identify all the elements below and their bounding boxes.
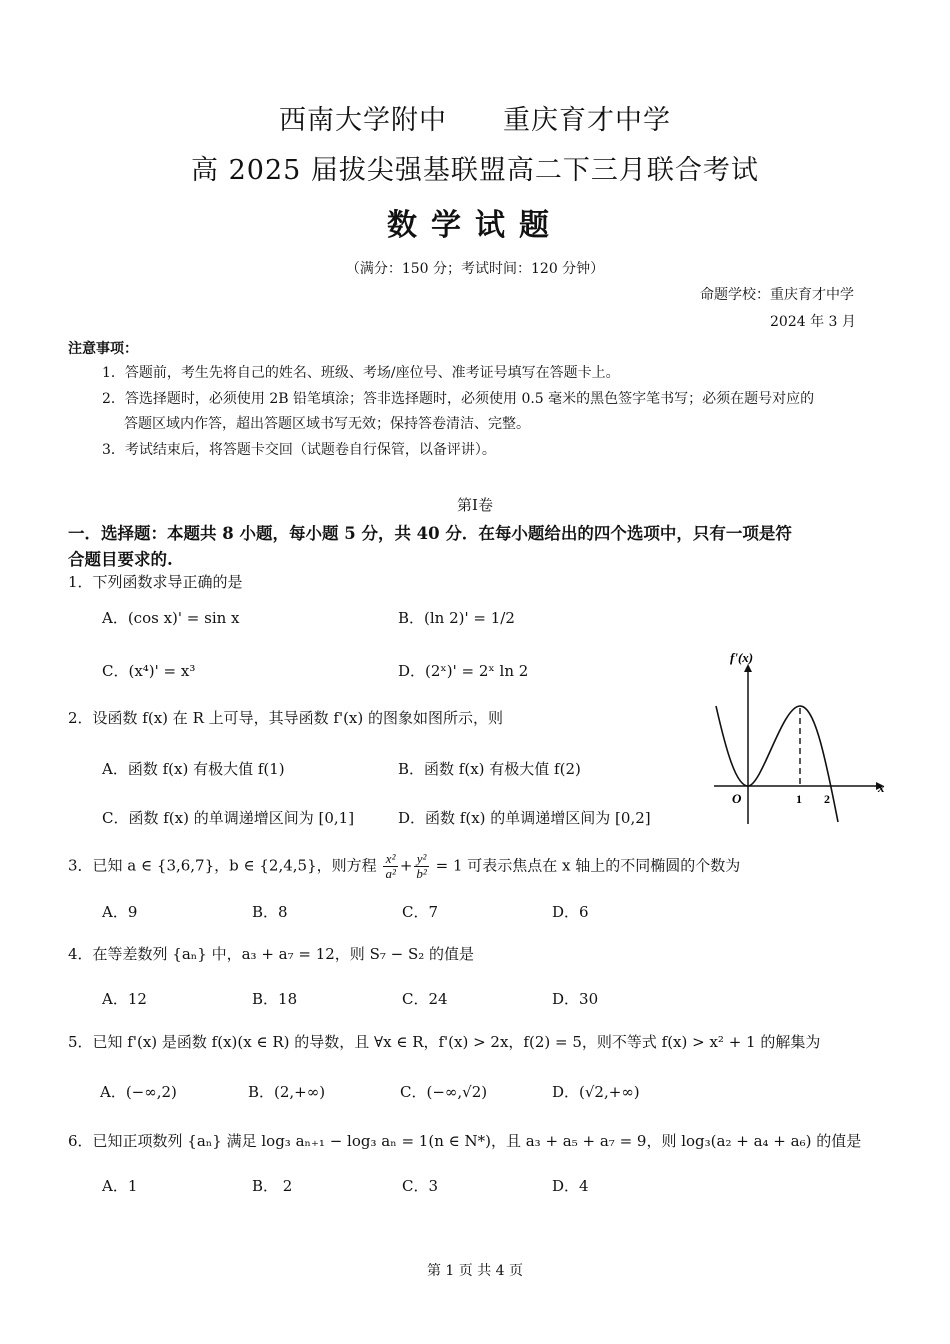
section-heading-cont: 合题目要求的.	[68, 550, 173, 569]
score-time: （满分：150 分；考试时间：120 分钟）	[345, 261, 605, 277]
q2-stem: 2．设函数 f(x) 在 R 上可导，其导函数 f'(x) 的图象如图所示，则	[68, 709, 504, 727]
q1-option-a: A．(cos x)' = sin x	[102, 609, 240, 627]
y-axis-label: f'(x)	[730, 650, 754, 665]
school-names: 西南大学附中 重庆育才中学	[279, 105, 671, 136]
q2-option-c: C．函数 f(x) 的单调递增区间为 [0,1]	[102, 809, 355, 827]
notice-title: 注意事项：	[68, 341, 138, 357]
q1-option-d: D．(2ˣ)' = 2ˣ ln 2	[398, 662, 529, 680]
derivative-graph	[700, 640, 900, 830]
q6-stem: 6．已知正项数列 {aₙ} 满足 log₃ aₙ₊₁ − log₃ aₙ = 1(n ∈ N*)，且 a₃ + a₅ + a₇ = 9，则 log₃(a₂ + a₄ + a₆) 的值是	[68, 1132, 862, 1150]
section-heading: 一．选择题：本题共 8 小题，每小题 5 分，共 40 分．在每小题给出的四个选项中，只有一项是符	[68, 524, 792, 543]
q6-option-b: B． 2	[252, 1177, 293, 1195]
q1-option-b: B．(ln 2)' = 1/2	[398, 609, 515, 627]
q4-stem: 4．在等差数列 {aₙ} 中，a₃ + a₇ = 12，则 S₇ − S₂ 的值是	[68, 945, 475, 963]
q5-option-d: D．(√2,+∞)	[552, 1083, 640, 1101]
origin-label: O	[732, 791, 742, 806]
q1-option-c: C．(x⁴)' = x³	[102, 662, 196, 680]
setter-school: 命题学校：重庆育才中学	[700, 287, 854, 303]
q6-option-d: D．4	[552, 1177, 589, 1195]
notice-item: 2．答选择题时，必须使用 2B 铅笔填涂；答非选择题时，必须使用 0.5 毫米的黑色签字笔书写；必须在题号对应的	[102, 391, 815, 407]
q3-stem-start: 3．已知 a ∈ {3,6,7}，b ∈ {2,4,5}，则方程	[68, 856, 377, 875]
notice-item: 3．考试结束后，将答题卡交回（试题卷自行保管，以备评讲）。	[102, 442, 496, 458]
q5-stem: 5．已知 f'(x) 是函数 f(x)(x ∈ R) 的导数，且 ∀x ∈ R，f'(x) > 2x，f(2) = 5，则不等式 f(x) > x² + 1 的解集为	[68, 1033, 821, 1051]
exam-date: 2024 年 3 月	[770, 314, 856, 330]
q5-option-b: B．(2,+∞)	[248, 1083, 326, 1101]
q3-option-c: C．7	[402, 903, 439, 921]
tick-label: 1	[796, 792, 802, 806]
q3-stem-end: = 1 可表示焦点在 x 轴上的不同椭圆的个数为	[435, 856, 741, 875]
subject-title: 数学试题	[387, 208, 563, 243]
q2-option-d: D．函数 f(x) 的单调递增区间为 [0,2]	[398, 809, 651, 827]
y-axis-arrow-icon	[744, 664, 752, 672]
q2-option-b: B．函数 f(x) 有极大值 f(2)	[398, 760, 581, 778]
q4-option-a: A．12	[102, 990, 147, 1008]
q3-option-a: A．9	[102, 903, 138, 921]
q4-option-c: C．24	[402, 990, 448, 1008]
q4-option-b: B．18	[252, 990, 298, 1008]
q3-stem: 3．已知 a ∈ {3,6,7}，b ∈ {2,4,5}，则方程 $\frac{\text{x²}}{\text{a²}}$ + $\frac{\text{y²}}{\text{b²}}$ = 1 可表示焦点在 x 轴上的不同椭圆的个数为	[68, 851, 741, 881]
q5-option-a: A．(−∞,2)	[100, 1083, 177, 1101]
q6-option-c: C．3	[402, 1177, 439, 1195]
volume-title: 第Ⅰ卷	[457, 496, 493, 514]
tick-label: 2	[824, 792, 830, 806]
notice-item: 答题区域内作答，超出答题区域书写无效；保持答卷清洁、完整。	[124, 416, 530, 432]
x-axis-label: x	[878, 780, 885, 795]
q3-option-d: D．6	[552, 903, 589, 921]
q4-option-d: D．30	[552, 990, 599, 1008]
q3-option-b: B．8	[252, 903, 288, 921]
exam-title: 高 2025 届拔尖强基联盟高二下三月联合考试	[191, 155, 759, 186]
q1-stem: 1．下列函数求导正确的是	[68, 573, 243, 591]
q2-option-a: A．函数 f(x) 有极大值 f(1)	[102, 760, 285, 778]
page-number: 第 1 页 共 4 页	[426, 1263, 524, 1279]
x-squared-fraction: $\frac{\text{x²}}{\text{a²}}$	[385, 851, 396, 881]
notice-item: 1．答题前，考生先将自己的姓名、班级、考场/座位号、准考证号填写在答题卡上。	[102, 365, 620, 381]
q5-option-c: C．(−∞,√2)	[400, 1083, 488, 1101]
q6-option-a: A．1	[102, 1177, 138, 1195]
y-squared-fraction: $\frac{\text{y²}}{\text{b²}}$	[416, 851, 427, 881]
